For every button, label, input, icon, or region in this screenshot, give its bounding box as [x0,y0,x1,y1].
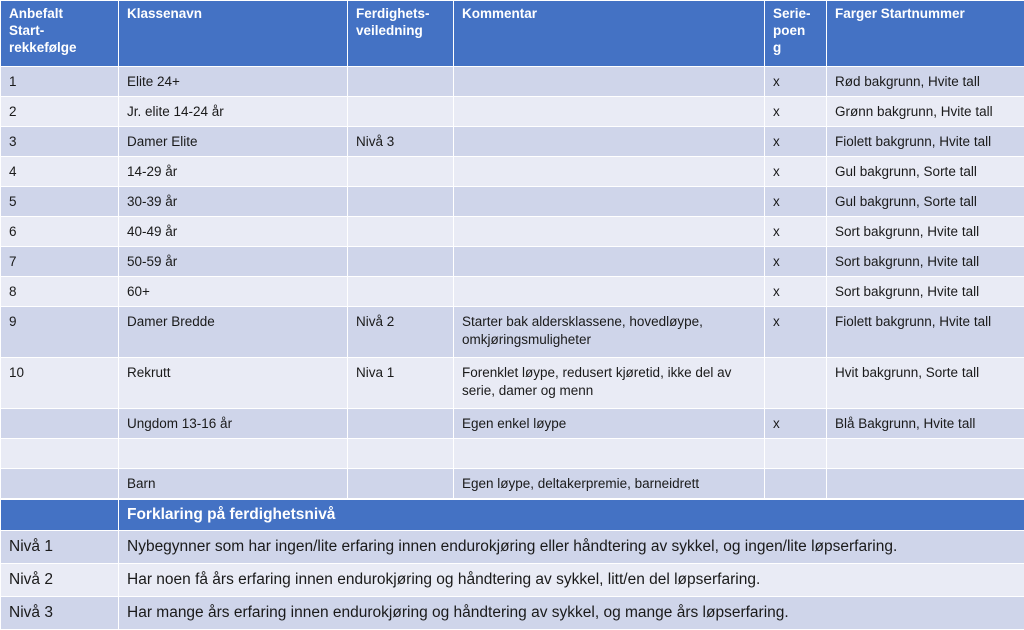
cell-skill-level: Niva 1 [348,358,454,409]
cell-skill-level [348,217,454,247]
table-row [1,187,1024,217]
cell-skill-level [348,67,454,97]
cell-skill-level [348,247,454,277]
cell-comment: Forenklet løype, redusert kjøretid, ikke del av serie, damer og menn [454,358,765,409]
table-row [1,67,1024,97]
cell-start-order: 2 [1,97,119,127]
header-row [1,1,1024,67]
cell-comment [454,157,765,187]
table-row [1,307,1024,358]
cell-bib-colors [827,469,1024,499]
legend-title: Forklaring på ferdighetsnivå [119,500,1024,531]
cell-start-order [1,439,119,469]
legend-level: Nivå 2 [1,564,119,597]
cell-skill-level [348,439,454,469]
table-row [1,439,1024,469]
cell-series-points: x [765,277,827,307]
table-row [1,469,1024,499]
cell-class-name: 60+ [119,277,348,307]
cell-skill-level [348,97,454,127]
table-row [1,277,1024,307]
cell-class-name: 40-49 år [119,217,348,247]
table-row [1,409,1024,439]
cell-series-points: x [765,247,827,277]
legend-text: Har mange års erfaring innen endurokjøring og håndtering av sykkel, og mange års løpserfaring. [119,597,1024,630]
cell-start-order: 8 [1,277,119,307]
cell-bib-colors: Gul bakgrunn, Sorte tall [827,157,1024,187]
cell-class-name: 14-29 år [119,157,348,187]
cell-start-order: 1 [1,67,119,97]
header-start-order: Anbefalt Start- rekkefølge [1,1,119,67]
cell-bib-colors: Sort bakgrunn, Hvite tall [827,277,1024,307]
legend-row [1,531,1024,564]
cell-bib-colors: Hvit bakgrunn, Sorte tall [827,358,1024,409]
cell-bib-colors: Fiolett bakgrunn, Hvite tall [827,307,1024,358]
cell-series-points [765,358,827,409]
cell-comment [454,67,765,97]
cell-bib-colors: Grønn bakgrunn, Hvite tall [827,97,1024,127]
cell-start-order: 10 [1,358,119,409]
cell-class-name: Damer Bredde [119,307,348,358]
cell-comment [454,187,765,217]
cell-series-points: x [765,67,827,97]
table-row [1,358,1024,409]
header-class-name: Klassenavn [119,1,348,67]
cell-comment: Egen enkel løype [454,409,765,439]
cell-class-name: Ungdom 13-16 år [119,409,348,439]
header-bib-colors: Farger Startnummer [827,1,1024,67]
cell-class-name [119,439,348,469]
table-row [1,97,1024,127]
cell-skill-level [348,277,454,307]
cell-start-order: 3 [1,127,119,157]
legend-text: Har noen få års erfaring innen endurokjøring og håndtering av sykkel, litt/en del løpserfaring. [119,564,1024,597]
cell-start-order: 9 [1,307,119,358]
cell-comment [454,277,765,307]
cell-bib-colors: Gul bakgrunn, Sorte tall [827,187,1024,217]
cell-class-name: Barn [119,469,348,499]
cell-series-points: x [765,97,827,127]
table-row [1,127,1024,157]
cell-comment [454,247,765,277]
cell-skill-level: Nivå 3 [348,127,454,157]
cell-bib-colors: Sort bakgrunn, Hvite tall [827,247,1024,277]
cell-class-name: Jr. elite 14-24 år [119,97,348,127]
cell-start-order: 4 [1,157,119,187]
cell-skill-level [348,187,454,217]
cell-series-points: x [765,217,827,247]
cell-skill-level: Nivå 2 [348,307,454,358]
cell-class-name: 30-39 år [119,187,348,217]
table-row [1,157,1024,187]
cell-series-points [765,439,827,469]
cell-bib-colors: Fiolett bakgrunn, Hvite tall [827,127,1024,157]
legend-header-spacer [1,500,119,531]
cell-comment [454,127,765,157]
cell-skill-level [348,157,454,187]
cell-comment: Starter bak aldersklassene, hovedløype, omkjøringsmuligheter [454,307,765,358]
cell-start-order [1,409,119,439]
cell-series-points: x [765,307,827,358]
legend-header-row [1,500,1024,531]
header-comment: Kommentar [454,1,765,67]
header-skill-guidance: Ferdighets- veiledning [348,1,454,67]
cell-series-points: x [765,187,827,217]
legend-row [1,564,1024,597]
cell-comment [454,217,765,247]
legend-level: Nivå 3 [1,597,119,630]
header-series-points: Serie- poen g [765,1,827,67]
skill-legend-table [0,499,1024,630]
cell-comment [454,439,765,469]
cell-skill-level [348,469,454,499]
cell-series-points: x [765,157,827,187]
cell-series-points: x [765,127,827,157]
table-row [1,247,1024,277]
cell-class-name: Rekrutt [119,358,348,409]
table-row [1,217,1024,247]
cell-bib-colors [827,439,1024,469]
legend-text: Nybegynner som har ingen/lite erfaring innen endurokjøring eller håndtering av sykkel, og ingen/lite løpserfaring. [119,531,1024,564]
cell-class-name: Damer Elite [119,127,348,157]
cell-series-points: x [765,409,827,439]
cell-start-order: 6 [1,217,119,247]
cell-start-order: 5 [1,187,119,217]
cell-series-points [765,469,827,499]
cell-comment: Egen løype, deltakerpremie, barneidrett [454,469,765,499]
cell-class-name: 50-59 år [119,247,348,277]
legend-row [1,597,1024,630]
cell-bib-colors: Rød bakgrunn, Hvite tall [827,67,1024,97]
cell-bib-colors: Blå Bakgrunn, Hvite tall [827,409,1024,439]
cell-bib-colors: Sort bakgrunn, Hvite tall [827,217,1024,247]
cell-start-order: 7 [1,247,119,277]
cell-class-name: Elite 24+ [119,67,348,97]
cell-start-order [1,469,119,499]
cell-skill-level [348,409,454,439]
cell-comment [454,97,765,127]
legend-level: Nivå 1 [1,531,119,564]
